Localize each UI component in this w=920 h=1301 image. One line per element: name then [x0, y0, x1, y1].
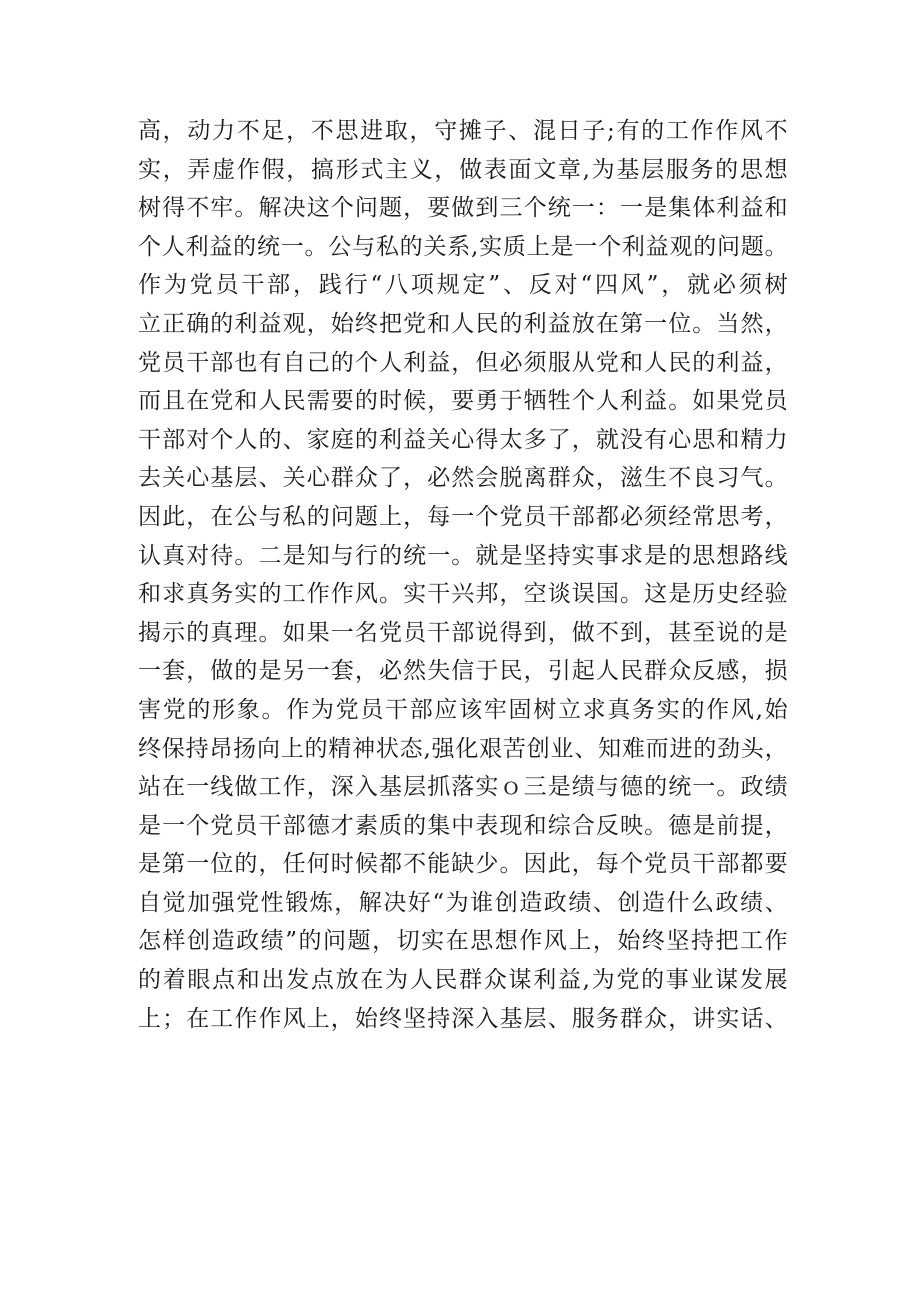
text-line: 认真对待。二是知与行的统一。就是坚持实事求是的思想路线 [138, 542, 788, 569]
text-line: 自觉加强党性锻炼，解决好“为谁创造政绩、创造什么政绩、 [138, 889, 788, 916]
text-line: 党员干部也有自己的个人利益，但必须服从党和人民的利益， [138, 349, 788, 376]
text-line: 而且在党和人民需要的时候，要勇于牺牲个人利益。如果党员 [138, 388, 788, 415]
text-line: 上；在工作作风上，始终坚持深入基层、服务群众，讲实话、 [138, 1005, 788, 1032]
text-line: 和求真务实的工作作风。实干兴邦，空谈误国。这是历史经验 [138, 581, 788, 608]
text-line: 作为党员干部，践行“八项规定”、反对“四风”，就必须树 [138, 272, 788, 299]
text-line: 一套，做的是另一套，必然失信于民，引起人民群众反感，损 [138, 658, 788, 685]
text-line: 的着眼点和出发点放在为人民群众谋利益,为党的事业谋发展 [138, 967, 788, 994]
text-line: 实，弄虚作假，搞形式主义，做表面文章,为基层服务的思想 [138, 156, 788, 183]
text-line: 是第一位的，任何时候都不能缺少。因此，每个党员干部都要 [138, 851, 788, 878]
text-line: 终保持昂扬向上的精神状态,强化艰苦创业、知难而进的劲头， [138, 735, 788, 762]
text-line: 怎样创造政绩”的问题，切实在思想作风上，始终坚持把工作 [138, 928, 788, 955]
text-line: 因此，在公与私的问题上，每一个党员干部都必须经常思考， [138, 503, 788, 530]
text-line: 去关心基层、关心群众了，必然会脱离群众，滋生不良习气。 [138, 465, 788, 492]
text-line: 高，动力不足，不思进取，守摊子、混日子;有的工作作风不 [138, 118, 788, 144]
text-line: 干部对个人的、家庭的利益关心得太多了，就没有心思和精力 [138, 426, 788, 453]
text-line: 是一个党员干部德才素质的集中表现和综合反映。德是前提， [138, 812, 788, 839]
text-line: 害党的形象。作为党员干部应该牢固树立求真务实的作风,始 [138, 696, 788, 723]
text-line: 揭示的真理。如果一名党员干部说得到，做不到，甚至说的是 [138, 619, 788, 646]
body-text [138, 112, 788, 1038]
text-line: 树得不牢。解决这个问题，要做到三个统一：一是集体利益和 [138, 195, 788, 222]
text-line: 立正确的利益观，始终把党和人民的利益放在第一位。当然， [138, 310, 788, 337]
text-line: 个人利益的统一。公与私的关系,实质上是一个利益观的问题。 [138, 233, 788, 260]
text-line: 站在一线做工作，深入基层抓落实ｏ三是绩与德的统一。政绩 [138, 774, 788, 801]
